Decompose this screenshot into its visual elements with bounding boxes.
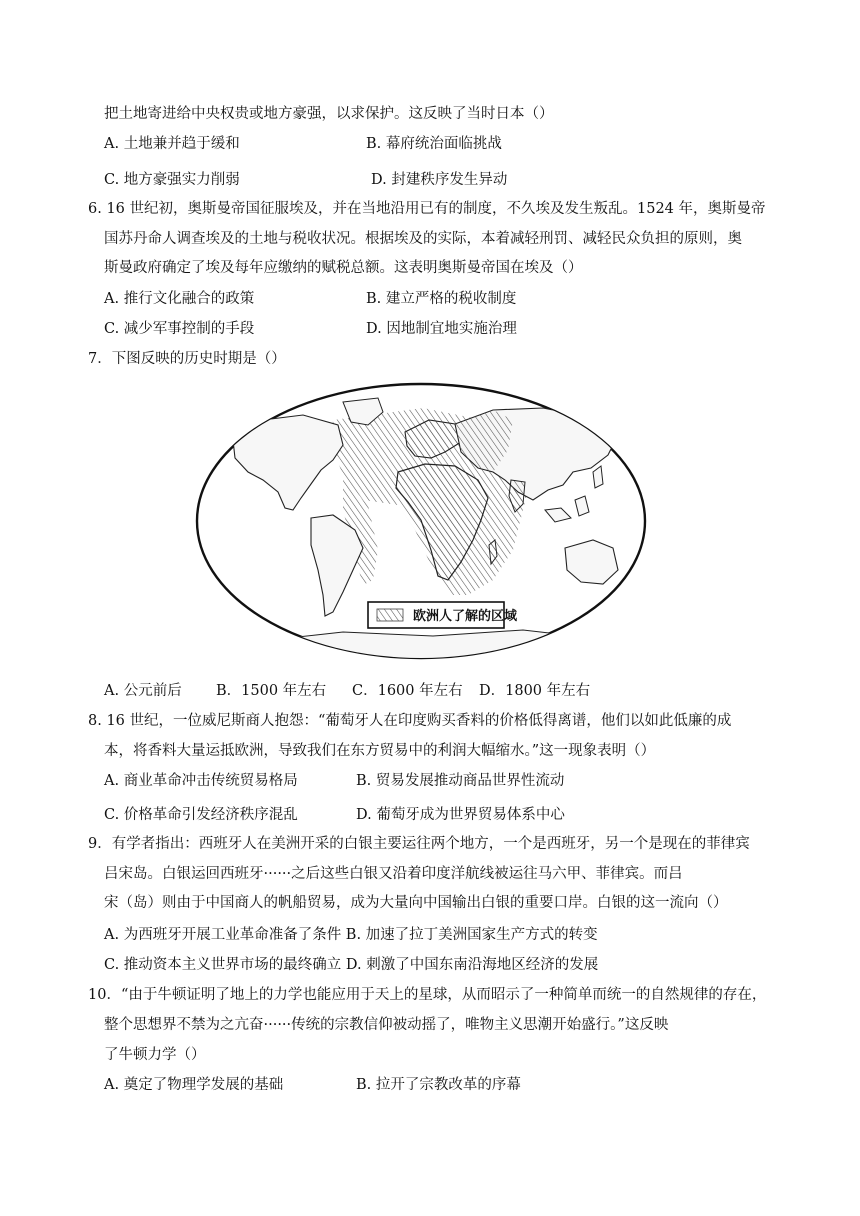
q5-stem-continued: 把土地寄进给中央权贵或地方豪强，以求保护。这反映了当时日本（）: [104, 106, 554, 122]
q10-stem-line3: 了牛顿力学（）: [104, 1047, 206, 1063]
q10-stem-line1: 10．“由于牛顿证明了地上的力学也能应用于天上的星球，从而昭示了一种简单而统一的自然规律的存在，: [88, 987, 767, 1003]
q8-stem-line1: 8. 16 世纪，一位威尼斯商人抱怨：“葡萄牙人在印度购买香料的价格低得离谱，他们以如此低廉的成: [88, 713, 732, 729]
map-legend: [368, 602, 518, 628]
q7-stem: 7．下图反映的历史时期是（）: [88, 351, 286, 367]
q8-stem-line2: 本，将香料大量运抵欧洲，导致我们在东方贸易中的利润大幅缩水。”这一现象表明（）: [104, 743, 656, 759]
q9-options-ab[interactable]: A. 为西班牙开展工业革命准备了条件 B. 加速了拉丁美洲国家生产方式的转变: [104, 927, 598, 943]
q7-option-c[interactable]: C．1600 年左右: [352, 683, 463, 699]
q6-stem-line2: 国苏丹命人调查埃及的土地与税收状况。根据埃及的实际，本着减轻刑罚、减轻民众负担的原则，奥: [104, 231, 742, 247]
q8-option-d[interactable]: D. 葡萄牙成为世界贸易体系中心: [356, 807, 565, 823]
q9-stem-line2: 吕宋岛。白银运回西班牙······之后这些白银又沿着印度洋航线被运往马六甲、菲律宾。而吕: [104, 866, 683, 882]
q10-stem-line2: 整个思想界不禁为之亢奋······传统的宗教信仰被动摇了，唯物主义思潮开始盛行。”这反映: [104, 1017, 669, 1033]
q8-option-c[interactable]: C. 价格革命引发经济秩序混乱: [104, 807, 298, 823]
q7-option-a[interactable]: A. 公元前后: [104, 683, 182, 699]
q9-options-cd[interactable]: C. 推动资本主义世界市场的最终确立 D. 刺激了中国东南沿海地区经济的发展: [104, 957, 599, 973]
q10-option-b[interactable]: B. 拉开了宗教改革的序幕: [356, 1077, 521, 1093]
q6-option-b[interactable]: B. 建立严格的税收制度: [366, 291, 517, 307]
q6-option-c[interactable]: C. 减少军事控制的手段: [104, 321, 255, 337]
q5-option-a[interactable]: A. 土地兼并趋于缓和: [104, 136, 240, 152]
q9-stem-line1: 9．有学者指出：西班牙人在美洲开采的白银主要运往两个地方，一个是西班牙，另一个是现在的菲律宾: [88, 836, 750, 852]
q7-option-b[interactable]: B．1500 年左右: [216, 683, 327, 699]
q5-option-c[interactable]: C. 地方豪强实力削弱: [104, 172, 240, 188]
q10-option-a[interactable]: A. 奠定了物理学发展的基础: [104, 1077, 284, 1093]
world-map-figure: [193, 380, 649, 662]
q6-stem-line1: 6. 16 世纪初，奥斯曼帝国征服埃及，并在当地沿用已有的制度，不久埃及发生叛乱。1524 年，奥斯曼帝: [88, 201, 766, 217]
q5-option-d[interactable]: D. 封建秩序发生异动: [371, 172, 508, 188]
legend-label: 欧洲人了解的区域: [413, 609, 518, 624]
q6-stem-line3: 斯曼政府确定了埃及每年应缴纳的赋税总额。这表明奥斯曼帝国在埃及（）: [104, 260, 583, 276]
legend-hatch-swatch: [377, 609, 403, 621]
world-map-image: [193, 380, 649, 662]
q6-option-d[interactable]: D. 因地制宜地实施治理: [366, 321, 517, 337]
q9-stem-line3: 宋（岛）则由于中国商人的帆船贸易，成为大量向中国输出白银的重要口岸。白银的这一流向（）: [104, 895, 728, 911]
q8-option-b[interactable]: B. 贸易发展推动商品世界性流动: [356, 773, 565, 789]
q8-option-a[interactable]: A. 商业革命冲击传统贸易格局: [104, 773, 298, 789]
q5-option-b[interactable]: B. 幕府统治面临挑战: [366, 136, 502, 152]
q7-option-d[interactable]: D．1800 年左右: [479, 683, 591, 699]
q6-option-a[interactable]: A. 推行文化融合的政策: [104, 291, 255, 307]
